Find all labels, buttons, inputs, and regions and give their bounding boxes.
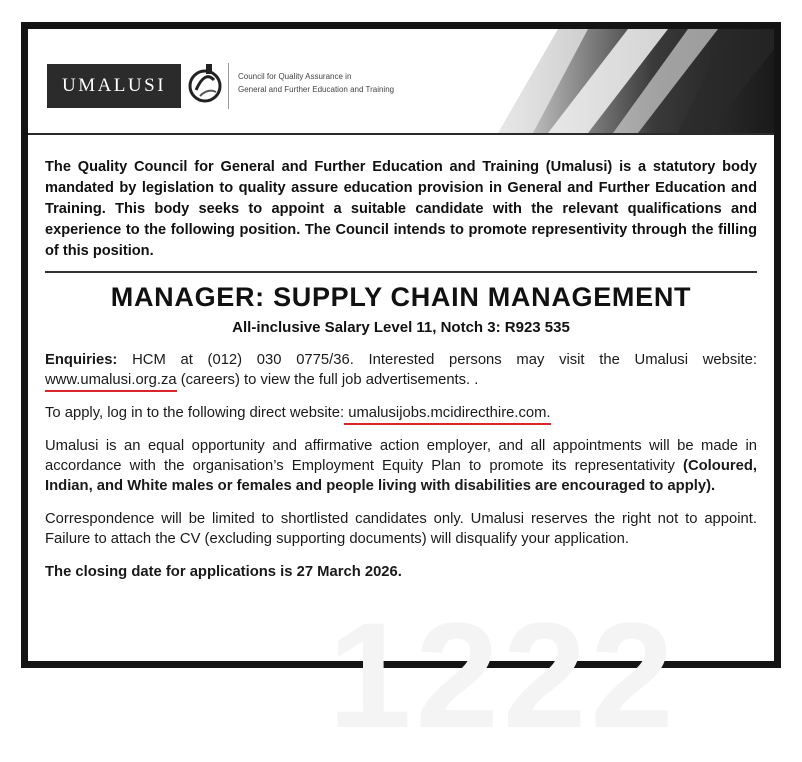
apply-website-link[interactable]: umalusijobs.mcidirecthire.com.	[344, 405, 550, 425]
umalusi-website-link[interactable]: www.umalusi.org.za	[45, 372, 177, 392]
intro-paragraph: The Quality Council for General and Further Education and Training (Umalusi) is a statutory body mandated by legislation to quality assure education provision in General and Further Education and Training. This body seeks to appoint a suitable candidate with the relevant qualifications and experience to the following position. The Council intends to promote representivity through the filling of this position.	[45, 159, 757, 259]
tagline-line-2: General and Further Education and Training	[238, 85, 395, 94]
enquiries-text: HCM at (012) 030 0775/36. Interested persons may visit the Umalusi website:	[117, 352, 757, 368]
salary-line: All-inclusive Salary Level 11, Notch 3: R923 535	[232, 319, 570, 336]
advert-content	[45, 157, 757, 582]
umalusi-emblem-icon	[186, 60, 224, 110]
logo-divider	[228, 63, 229, 109]
equity-bold-text: (Coloured, Indian, and White males or females and people living with disabilities are encouraged to apply).	[45, 458, 757, 494]
job-title: MANAGER: SUPPLY CHAIN MANAGEMENT	[110, 282, 692, 312]
logo-tagline	[238, 70, 394, 96]
enquiries-text-2: (careers) to view the full job advertisements. .	[176, 372, 479, 388]
equity-paragraph	[45, 436, 757, 496]
header-banner	[28, 29, 774, 135]
equity-text: Umalusi is an equal opportunity and affirmative action employer, and all appointments will be made in accordance with the organisation’s Employment Equity Plan to promote its representativity	[45, 438, 757, 474]
umalusi-logo: UMALUSI	[47, 64, 181, 108]
section-divider	[45, 271, 757, 273]
enquiries-paragraph	[45, 350, 757, 390]
apply-text: To apply, log in to the following direct website:	[45, 405, 345, 421]
tagline-line-1: Council for Quality Assurance in	[238, 72, 352, 81]
correspondence-paragraph: Correspondence will be limited to shortlisted candidates only. Umalusi reserves the right not to appoint. Failure to attach the CV (excluding supporting documents) will disqualify your application.	[45, 511, 757, 547]
apply-paragraph	[45, 403, 757, 423]
advert-frame	[21, 22, 781, 759]
enquiries-label: Enquiries:	[45, 352, 118, 368]
watermark: 1222	[328, 591, 678, 759]
closing-date: The closing date for applications is 27 March 2026.	[45, 564, 402, 580]
